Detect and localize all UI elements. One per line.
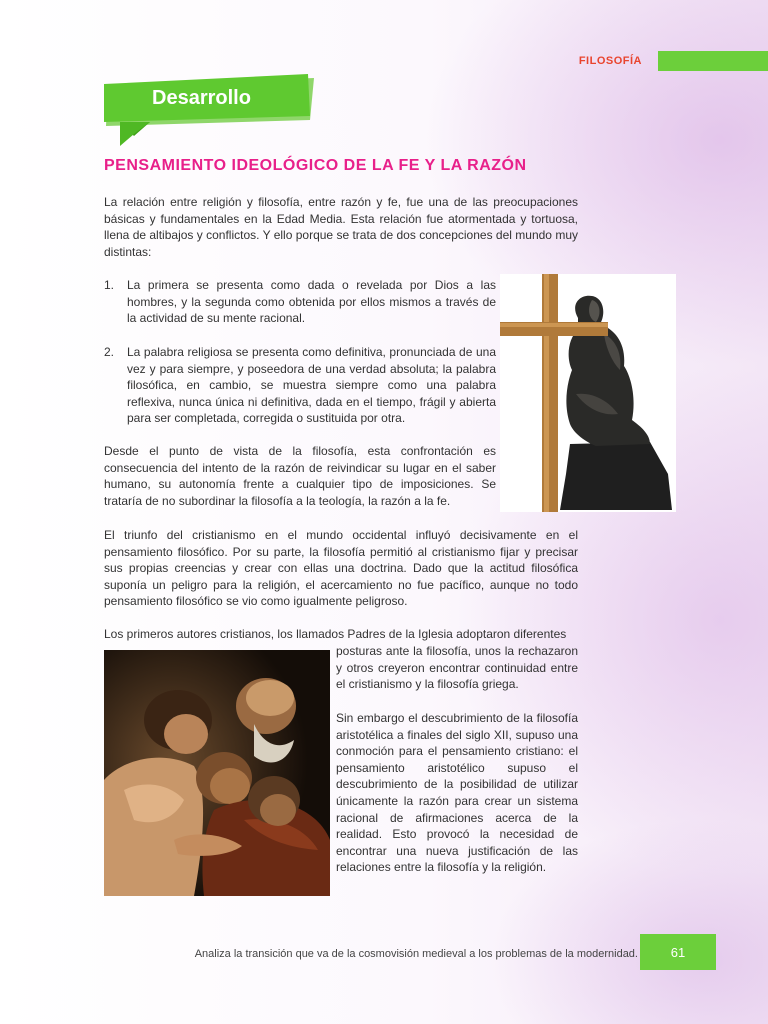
paragraph-aristotle: Sin embargo el descubrimiento de la filosofía aristotélica a finales del siglo XII, supuso una conmoción para el pensamiento cristiano: el pensamiento aristotélico supuso el descubrimiento de la posibilidad de utilizar únicamente la razón para crear un sistema racional de afirmaciones acerca de la realidad. Esto provocó la necesidad de encontrar una nueva justificación de las relaciones entre la filosofía y la religión.: [336, 711, 578, 875]
banner-shape: [104, 74, 314, 150]
paragraph-confrontation: Desde el punto de vista de la filosofía, esta confrontación es consecuencia del intento de la razón de reivindicar su lugar en el saber humano, su autonomía frente a cualquier tipo de imposiciones. Se trataría de no subordinar la filosofía a la teología, la razón a la fe.: [104, 444, 496, 508]
section-banner: [104, 74, 314, 150]
subject-label: FILOSOFÍA: [578, 55, 642, 67]
list-item-text: La palabra religiosa se presenta como definitiva, pronunciada de una vez y para siempre, y poseedora de una verdad absoluta; la palabra filosófica, en cambio, se muestra siempre como una palabra reflexiva, nunca única ni definitiva, dada en el tiempo, frágil y abierta para ser completada, corregida o sustituida por otra.: [127, 345, 496, 426]
list-item-number: 2.: [104, 345, 115, 359]
list-item: [104, 344, 496, 427]
list-item-text: La primera se presenta como dada o revelada por Dios a las hombres, y la segunda como obtenida por ellos mismos a través de la actividad de su mente racional.: [127, 278, 496, 326]
paragraph-church-fathers-intro: Los primeros autores cristianos, los llamados Padres de la Iglesia adoptaron diferentes: [104, 627, 567, 641]
list-item: [104, 277, 496, 327]
subject-header: [579, 51, 768, 71]
list-item-number: 1.: [104, 278, 115, 292]
banner-title: Desarrollo: [152, 87, 251, 109]
paragraph-church-fathers: posturas ante la filosofía, unos la rechazaron y otros creyeron encontrar continuidad entre el cristianismo y la filosofía griega.: [336, 644, 578, 692]
thinker-cross-image: [500, 274, 676, 512]
subject-accent-bar: [658, 51, 768, 71]
section-title: PENSAMIENTO IDEOLÓGICO DE LA FE Y LA RAZÓN: [104, 157, 527, 174]
footer-text: Analiza la transición que va de la cosmovisión medieval a los problemas de la modernidad.: [194, 948, 638, 960]
intro-paragraph: La relación entre religión y filosofía, entre razón y fe, fue una de las preocupaciones básicas y fundamentales en la Edad Media. Esta relación fue atormentada y tortuosa, llena de altibajos y conflictos. Y ello porque se trata de dos concepciones del mundo muy distintas:: [104, 195, 578, 259]
paragraph-christianity: El triunfo del cristianismo en el mundo occidental influyó decisivamente en el pensamiento filosófico. Por su parte, la filosofía permitió al cristianismo fijar y precisar sus propias creencias y crear con ellas una doctrina. Dado que la actitud filosófica suponía un peligro para la religión, el acercamiento no fue pacífico, aunque no todo pensamiento filosófico se vio como igualmente peligroso.: [104, 528, 578, 609]
painting-image: [104, 650, 330, 896]
page-number: 61: [640, 934, 716, 970]
